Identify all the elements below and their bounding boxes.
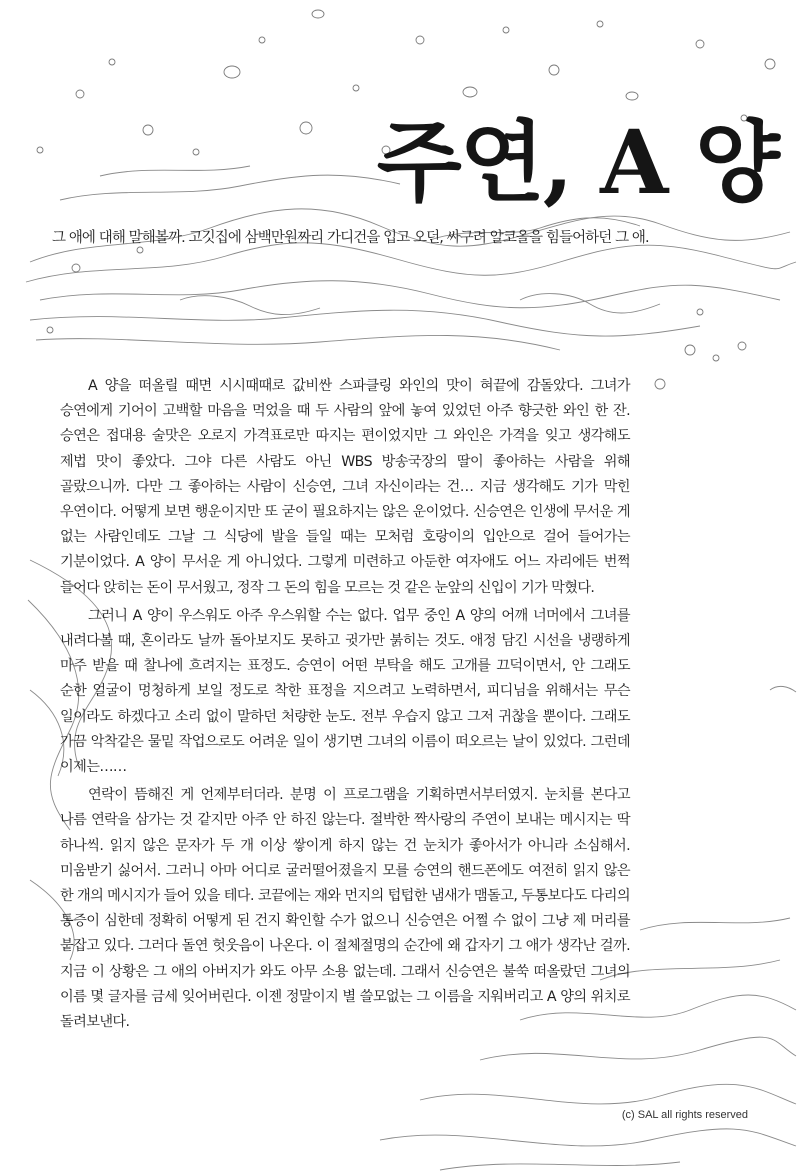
copyright-notice: (c) SAL all rights reserved: [621, 1109, 748, 1121]
body-paragraph: A 양을 떠올릴 때면 시시때때로 값비싼 스파클링 와인의 맛이 혀끝에 감돌았다. 그녀가 승연에게 기어이 고백할 마음을 먹었을 때 두 사람의 앞에 놓여 있었던 아주 향긋한 와인 한 잔. 승연은 접대용 술맛은 오로지 가격표로만 따지는 편이었지만 그 와인은 가격을 잊고 생각해도 제법 맛이 좋았다. 그야 다른 사람도 아닌 WBS 방송국장의 딸이 좋아하는 사람을 위해 골랐으니까. 다만 그 좋아하는 사람이 신승연, 그녀 자신이라는 건… 지금 생각해도 기가 막힌 우연이다. 어떻게 보면 행운이지만 또 굳이 필요하지는 않은 운이었다. 신승연은 인생에 무서운 게 없는 사람인데도 그날 그 식당에 발을 들일 때는 모처럼 호랑이의 입안으로 걸어 들어가는 기분이었다. A 양이 무서운 게 아니었다. 그렇게 미련하고 아둔한 여자애도 어느 자리에든 번쩍 들어다 앉히는 돈이 무서웠고, 정작 그 돈의 힘을 모르는 것 같은 눈앞의 신입이 기가 막혔다.: [60, 378, 630, 596]
article-title: 주연, A 양: [376, 110, 778, 214]
body-paragraph: 연락이 뜸해진 게 언제부터더라. 분명 이 프로그램을 기획하면서부터였지. 눈치를 본다고 나름 연락을 삼가는 것 같지만 아주 안 하진 않는다. 절박한 짝사랑의 주연이 보내는 메시지는 딱 하나씩. 읽지 않은 문자가 두 개 이상 쌓이게 하지 않는 건 눈치가 좋아서가 아니라 소심해서. 미움받기 싫어서. 그러니 아마 어디로 굴러떨어졌을지 모를 승연의 핸드폰에도 여전히 읽지 않은 한 개의 메시지가 들어 있을 테다. 코끝에는 재와 먼지의 텁텁한 냄새가 맴돌고, 두통보다도 다리의 통증이 심한데 정확히 어떻게 된 건지 확인할 수가 없으니 신승연은 어쩔 수 없이 그냥 제 머리를 붙잡고 있다. 그러다 돌연 헛웃음이 나온다. 이 절체절명의 순간에 왜 갑자기 그 애가 생각난 걸까. 지금 이 상황은 그 애의 아버지가 와도 아무 소용 없는데. 그래서 신승연은 불쑥 떠올랐던 그녀의 이름 몇 글자를 금세 잊어버린다. 이젠 정말이지 별 쓸모없는 그 이름을 지워버리고 A 양의 위치로 돌려보낸다.: [60, 787, 630, 1031]
article-subtitle: 그 애에 대해 말해볼까. 고깃집에 삼백만원짜리 가디건을 입고 오던, 싸구려 알코올을 힘들어하던 그 애.: [52, 230, 649, 246]
article-body: [60, 374, 630, 1038]
body-paragraph: 그러니 A 양이 우스워도 아주 우스워할 수는 없다. 업무 중인 A 양의 어깨 너머에서 그녀를 내려다볼 때, 혼이라도 날까 돌아보지도 못하고 귓가만 붉히는 것도. 애정 담긴 시선을 냉랭하게 마주 받을 때 찰나에 흐려지는 표정도. 승연이 어떤 부탁을 해도 고개를 끄덕이면서, 안 그래도 순한 얼굴이 멍청하게 보일 정도로 착한 표정을 지으려고 노력하면서, 피디님을 위해서는 무슨 일이라도 하겠다고 소리 없이 말하던 처량한 눈도. 전부 우습지 않고 그저 귀찮을 뿐이다. 그래도 가끔 악착같은 물밑 작업으로도 어려운 일이 생기면 그녀의 이름이 떠오르는 날이 있었다. 그런데 이제는……: [60, 607, 630, 776]
